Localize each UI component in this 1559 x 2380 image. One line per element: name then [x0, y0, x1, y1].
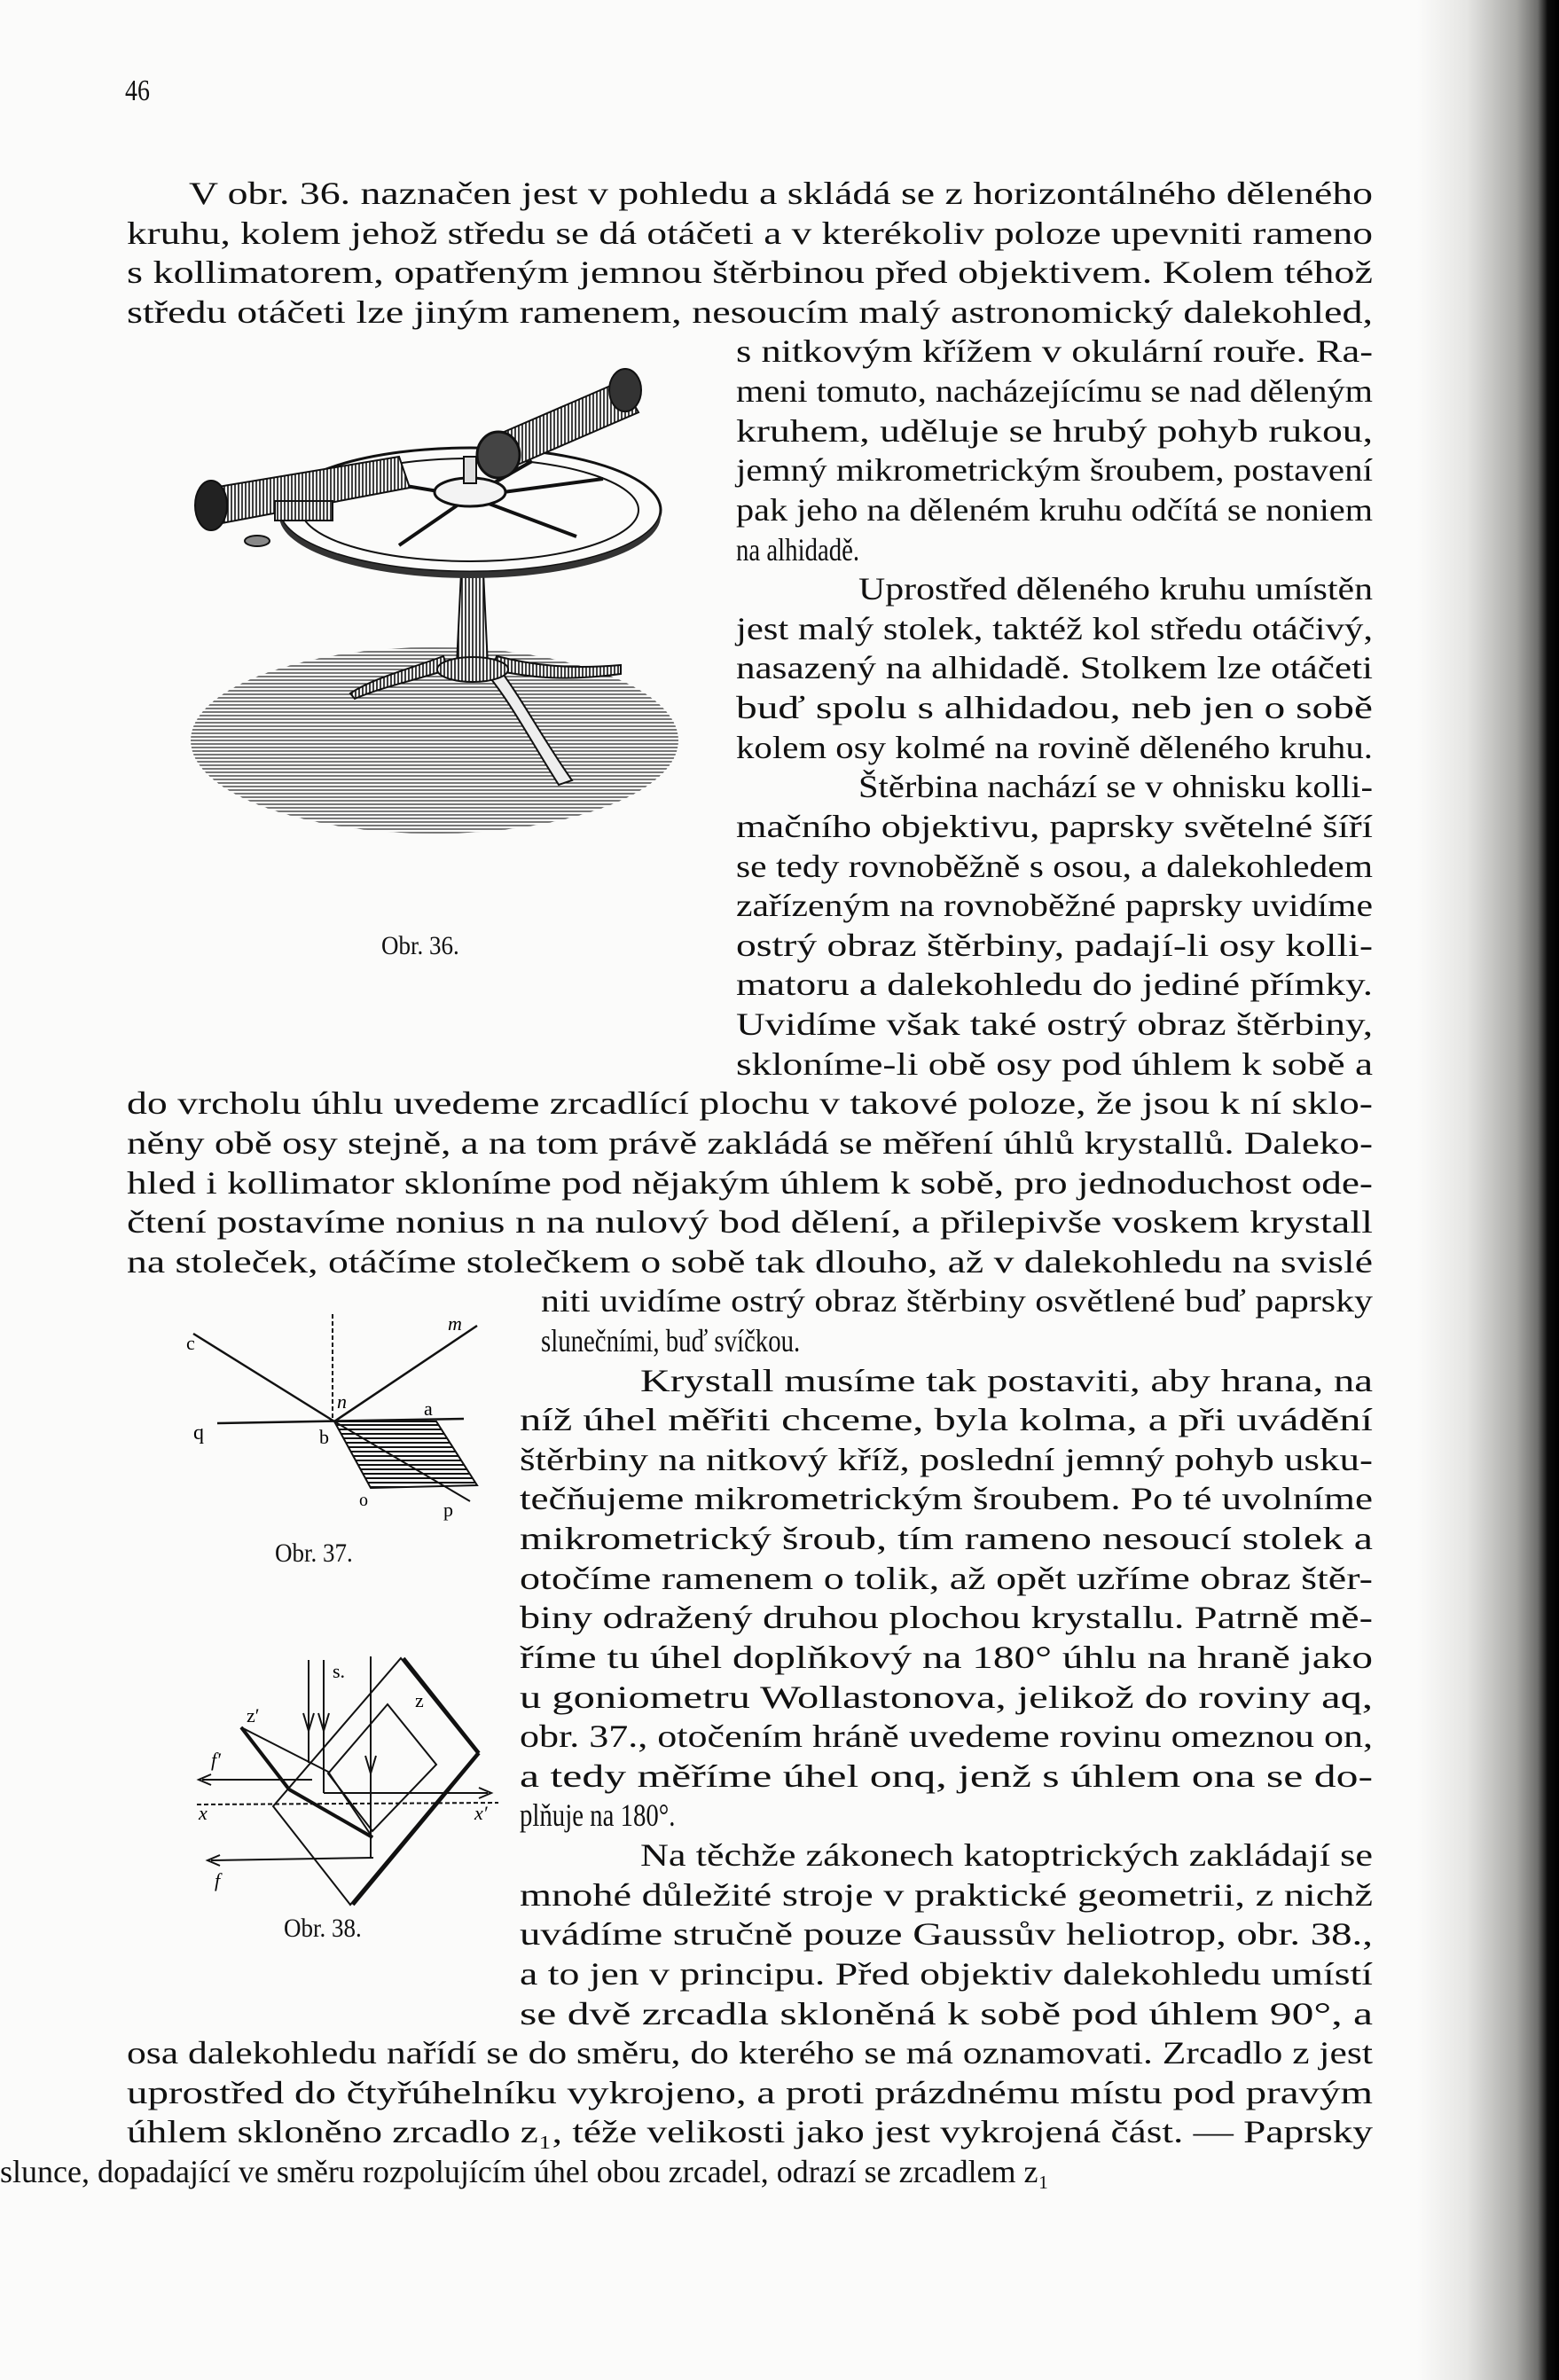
- text-line: Uvidíme však také ostrý obraz štěrbiny,: [736, 1006, 1374, 1043]
- text-line: niti uvidíme ostrý obraz štěrbiny osvětlené buď paprsky: [541, 1283, 1374, 1319]
- support-column: [457, 572, 488, 665]
- text-line: kruhu, kolem jehož středu se dá otáčeti a v kterékoliv poloze upevniti rameno: [127, 215, 1374, 251]
- text-line: slunce, dopadající ve směru rozpolujícím úhel obou zrcadel, odrazí se zrcadlem z₁: [0, 2154, 1050, 2189]
- text-line: zařízeným na rovnoběžné paprsky uvidíme: [736, 888, 1374, 924]
- telescope: [477, 369, 641, 478]
- text-line: meni tomuto, nacházejícímu se nad děleným: [736, 373, 1373, 410]
- figure-37-caption: Obr. 37.: [275, 1538, 353, 1568]
- figure-38-caption: Obr. 38.: [284, 1914, 362, 1943]
- text-line: tečňujeme mikrometrickým šroubem. Po té uvolníme: [520, 1481, 1374, 1517]
- text-line: Štěrbina nachází se v ohnisku kolli-: [858, 769, 1374, 805]
- label-n: n: [337, 1390, 347, 1413]
- text-line: Na těchže zákonech katoptrických zakládají se: [640, 1837, 1374, 1874]
- text-line: na alhidadě.: [736, 531, 860, 568]
- text-line: skloníme-li obě osy pod úhlem k sobě a: [736, 1045, 1374, 1082]
- text-line: mnohé důležité stroje v praktické geometrii, z nichž: [520, 1876, 1374, 1913]
- text-line: kolem osy kolmé na rovině děleného kruhu.: [736, 729, 1373, 765]
- text-line: V obr. 36. naznačen jest v pohledu a skládá se z horizontálného děleného: [189, 176, 1373, 211]
- text-line: něny obě osy stejně, a na tom právě zakládá se měření úhlů krystallů. Daleko-: [127, 1124, 1373, 1161]
- label-x-prime: x′: [474, 1802, 488, 1824]
- text-line: pak jeho na děleném kruhu odčítá se noniem: [736, 491, 1374, 528]
- label-s: s.: [333, 1660, 346, 1682]
- text-line: matoru a dalekohledu do jediné přímky.: [736, 967, 1373, 1003]
- text-line: obr. 37., otočením hráně uvedeme rovinu omeznou on,: [520, 1718, 1374, 1755]
- text-line: s kollimatorem, opatřeným jemnou štěrbinou před objektivem. Kolem téhož: [127, 254, 1373, 291]
- mirror-z: [273, 1658, 477, 1905]
- text-line: středu otáčeti lze jiným ramenem, nesoucím malý astronomický dalekohled,: [127, 294, 1374, 330]
- text-line: biny odražený druhou plochou krystallu. Patrně mě-: [520, 1600, 1374, 1636]
- text-line: s nitkovým křížem v okulární rouře. Ra-: [736, 333, 1374, 370]
- text-line: do vrcholu úhlu uvedeme zrcadlící plochu v takové poloze, že jsou k ní sklo-: [127, 1085, 1373, 1122]
- text-line: uvádíme stručně pouze Gaussův heliotrop, obr. 38.,: [520, 1916, 1373, 1953]
- label-o: o: [359, 1491, 368, 1510]
- ray-c: [193, 1334, 334, 1421]
- label-m: m: [448, 1312, 462, 1335]
- text-line: otočíme ramenem o tolik, až opět uzříme obraz štěr-: [520, 1560, 1374, 1596]
- text-line: buď spolu s alhidadou, neb jen o sobě: [736, 690, 1373, 726]
- text-line: jemný mikrometrickým šroubem, postavení: [736, 452, 1374, 489]
- text-line: čtení postavíme nonius n na nulový bod dělení, a přilepivše voskem krystall: [127, 1204, 1374, 1241]
- page-number: 46: [125, 74, 150, 107]
- collimator: [195, 457, 410, 546]
- label-f: f: [215, 1869, 221, 1891]
- text-line: u goniometru Wollastonova, jelikož do roviny aq,: [520, 1679, 1373, 1715]
- text-line: a to jen v principu. Před objektiv dalekohledu umístí: [520, 1955, 1373, 1992]
- label-f-prime: f′: [211, 1749, 221, 1771]
- text-line: říme tu úhel doplňkový na 180° úhlu na hraně jako: [520, 1639, 1374, 1675]
- figure-38: [168, 1632, 523, 1951]
- figure-36-caption: Obr. 36.: [381, 931, 459, 960]
- text-line: jest malý stolek, taktéž kol středu otáčivý,: [736, 610, 1374, 646]
- text-line: a tedy měříme úhel onq, jenž s úhlem ona se do-: [520, 1758, 1373, 1794]
- text-line: hled i kollimator skloníme pod nějakým úhlem k sobě, pro jednoduchost ode-: [127, 1164, 1373, 1201]
- text-line: nasazený na alhidadě. Stolkem lze otáčeti: [736, 650, 1374, 686]
- ray-f: [211, 1858, 373, 1860]
- text-line: Krystall musíme tak postaviti, aby hrana, na: [640, 1362, 1373, 1398]
- text-line: mačního objektivu, paprsky světelné šíří: [736, 808, 1373, 844]
- crystal-table: [464, 457, 476, 483]
- reflection-diagram: [177, 1295, 532, 1534]
- text-line: slunečními, buď svíčkou.: [541, 1322, 801, 1358]
- text-line: mikrometrický šroub, tím rameno nesoucí stolek a: [520, 1521, 1374, 1557]
- label-b: b: [319, 1426, 329, 1448]
- label-q: q: [193, 1421, 204, 1444]
- text-line: se tedy rovnoběžně s osou, a dalekohledem: [736, 848, 1373, 884]
- scanned-page-edge-shadow: [1417, 0, 1559, 2380]
- figure-36: [177, 364, 692, 967]
- text-line: na stoleček, otáčíme stolečkem o sobě tak dlouho, až v dalekohledu na svislé: [127, 1243, 1373, 1280]
- text-line: níž úhel měřiti chceme, byla kolma, a při uvádění: [520, 1402, 1373, 1438]
- text-line: se dvě zrcadla skloněná k sobě pod úhlem 90°, a: [520, 1995, 1374, 2032]
- text-line: úhlem skloněno zrcadlo z₁, téže velikosti jako jest vykrojená část. — Paprsky: [127, 2114, 1374, 2150]
- label-a: a: [424, 1397, 433, 1420]
- label-z: z: [415, 1689, 424, 1711]
- text-line: osa dalekohledu nařídí se do směru, do kterého se má oznamovati. Zrcadlo z jest: [127, 2035, 1373, 2071]
- label-x: x: [199, 1802, 208, 1824]
- crystal-section: [334, 1421, 477, 1488]
- figure-37: [177, 1295, 532, 1587]
- text-line: Uprostřed děleného kruhu umístěn: [858, 571, 1374, 607]
- text-line: plňuje na 180°.: [520, 1797, 676, 1834]
- ray-m: [334, 1326, 477, 1421]
- text-line: kruhem, uděluje se hrubý pohyb rukou,: [736, 412, 1373, 449]
- label-z-prime: z′: [247, 1704, 260, 1726]
- label-c: c: [186, 1332, 195, 1354]
- text-line: uprostřed do čtyřúhelníku vykrojeno, a proti prázdnému místu pod pravým: [127, 2074, 1373, 2110]
- heliotrope-diagram: [168, 1632, 523, 1911]
- goniometer-illustration: [177, 364, 692, 931]
- text-line: ostrý obraz štěrbiny, padají-li osy kolli-: [736, 927, 1374, 963]
- text-line: štěrbiny na nitkový kříž, poslední jemný pohyb usku-: [520, 1441, 1373, 1477]
- label-p: p: [443, 1499, 453, 1521]
- axis-x: [197, 1803, 498, 1805]
